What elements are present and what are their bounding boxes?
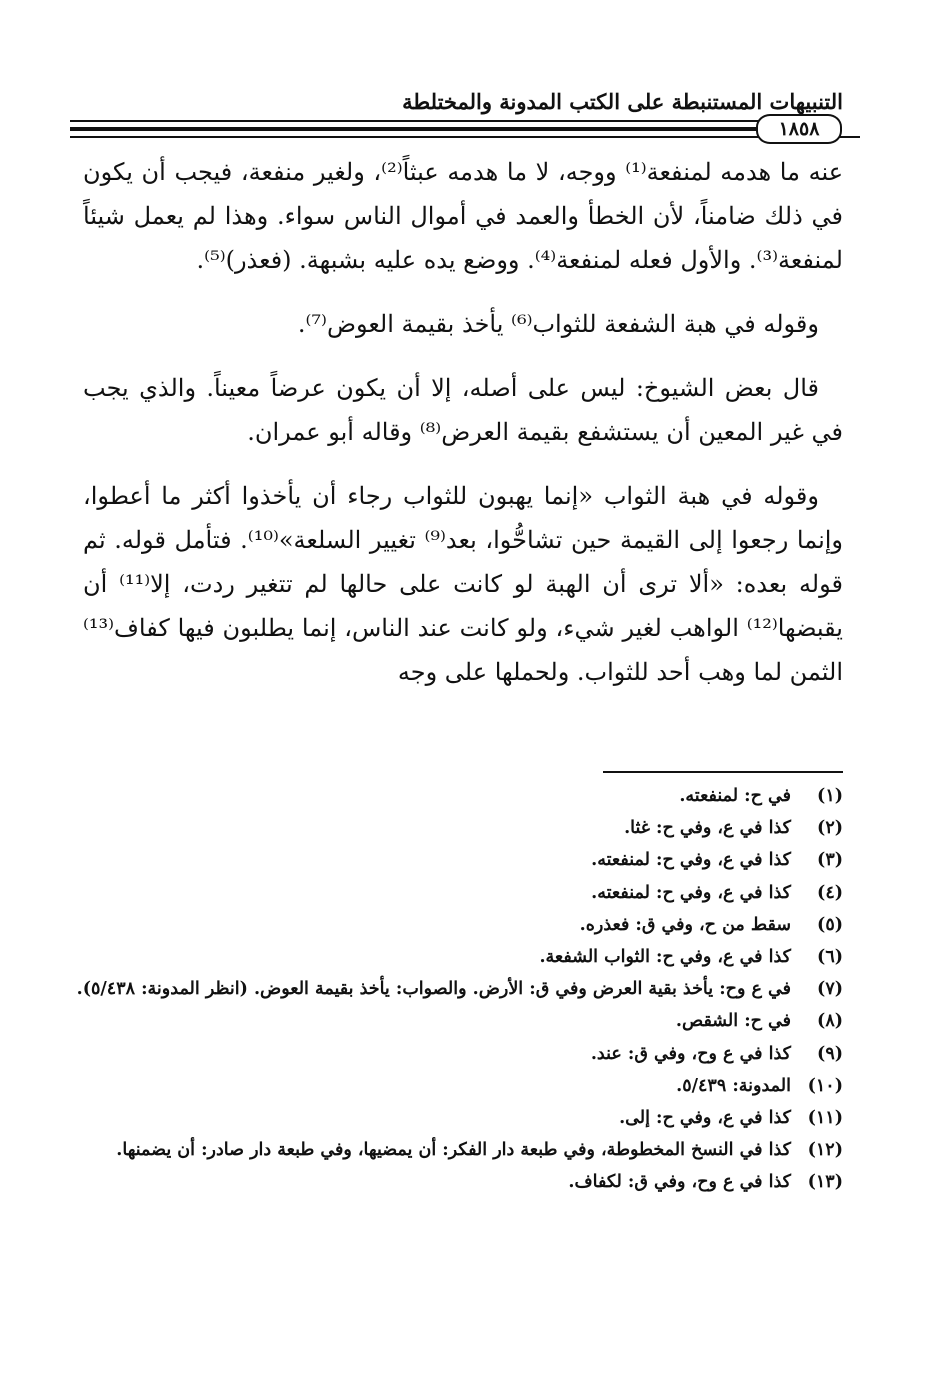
paragraph: عنه ما هدمه لمنفعة⁽¹⁾ ووجه، لا ما هدمه عبثاً⁽²⁾، ولغير منفعة، فيجب أن يكون في ذلك ضامناً، لأن الخطأ والعمد في أموال الناس سواء. وهذا لم يعمل شيئاً لمنفعة⁽³⁾. والأول فعله لمنفعة⁽⁴⁾. ووضع يده عليه بشبهة. (فعذر)⁽⁵⁾. [83,158,844,274]
footnote-text: في ع وح: يأخذ بقية العرض وفي ق: الأرض. والصواب: يأخذ بقيمة العوض. (انظر المدونة: ٥/٤٣٨). [76,979,791,1000]
footnote-text: في ح: الشقص. [675,1011,791,1032]
footnote [73,941,843,973]
footnote-text: كذا في ع وح، وفي ق: عند. [590,1043,791,1064]
footnote [73,877,843,909]
footnote [73,780,843,812]
footnote-text: كذا في ع، وفي ح: لمنفعته. [591,850,791,871]
footnote-text: سقط من ح، وفي ق: فعذره. [579,914,791,935]
footnote [73,973,843,1005]
footnote-text: في ح: لمنفعته. [679,786,791,806]
footnote-number: (٣) [817,850,843,871]
footnote-separator [603,771,843,773]
footnotes [73,780,843,1199]
footnote-number: (١٢) [807,1140,843,1161]
footnote-number: (٢) [817,818,843,839]
footnote-text: المدونة: ٥/٤٣٩. [676,1075,791,1096]
footnote-number: (٥) [817,914,843,935]
footnote [73,844,843,876]
paragraph: وقوله في هبة الثواب «إنما يهبون للثواب رجاء أن يأخذوا أكثر ما أعطوا، وإنما رجعوا إلى القيمة حين تشاحُّوا، بعد⁽⁹⁾ تغيير السلعة»⁽¹⁰⁾. فتأمل قوله. ثم قوله بعده: «ألا ترى أن الهبة لو كانت على حالها لم تتغير ردت، إلا⁽¹¹⁾ أن يقبضها⁽¹²⁾ الواهب لغير شيء، ولو كانت عند الناس، إنما يطلبون فيها كفاف⁽¹³⁾ الثمن لما وهب أحد للثواب. ولحملها على وجه [83,482,844,686]
footnote-number: (١) [817,786,843,806]
running-header-title: التنبيهات المستنبطة على الكتب المدونة والمختلطة [402,89,843,114]
header-rule-line-top [70,120,770,122]
footnote [73,1005,843,1037]
footnote-number: (١٣) [807,1172,843,1193]
footnote-number: (٦) [817,947,843,968]
footnote-text: كذا في ع، وفي ح: غثا. [624,818,791,839]
footnote-text: كذا في ع، وفي ح: إلى. [619,1108,791,1129]
footnote [73,1070,843,1102]
footnote-number: (٧) [817,979,843,1000]
footnote [73,812,843,844]
header-rule-line-bottom [70,136,860,138]
main-text [83,150,843,714]
footnote-number: (٨) [817,1011,843,1032]
footnote [73,1102,843,1134]
footnote-number: (١٠) [807,1075,843,1096]
paragraph: قال بعض الشيوخ: ليس على أصله، إلا أن يكون عرضاً معيناً. والذي يجب في غير المعين أن يستشفع بقيمة العرض⁽⁸⁾ وقاله أبو عمران. [83,374,843,446]
header-rule [70,114,860,142]
footnote [73,1166,843,1198]
header-rule-line-middle [70,127,770,131]
footnote [73,1134,843,1166]
footnote-text: كذا في ع، وفي ح: الثواب الشفعة. [539,947,791,968]
footnote-text: كذا في النسخ المخطوطة، وفي طبعة دار الفكر: أن يمضيها، وفي طبعة دار صادر: أن يضمنها. [116,1140,791,1161]
paragraph: وقوله في هبة الشفعة للثواب⁽⁶⁾ يأخذ بقيمة العوض⁽⁷⁾. [297,310,819,338]
footnote-number: (٩) [817,1043,843,1064]
footnote [73,909,843,941]
footnote [73,1038,843,1070]
footnote-number: (١١) [807,1108,843,1129]
footnote-text: كذا في ع وح، وفي ق: لكفاف. [568,1172,791,1193]
footnote-text: كذا في ع، وفي ح: لمنفعته. [591,882,791,903]
page-number: ١٨٥٨ [756,114,842,144]
footnote-number: (٤) [817,882,843,903]
